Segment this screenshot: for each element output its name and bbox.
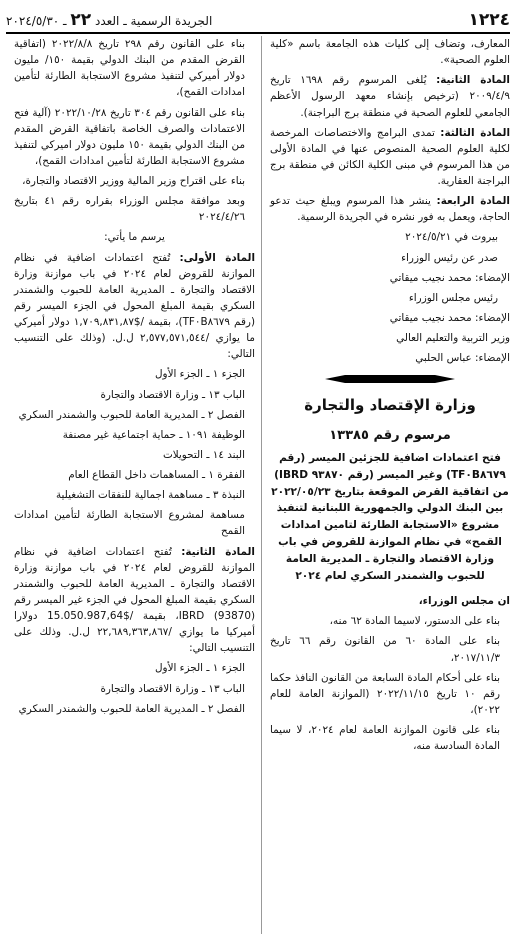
running-title (6, 10, 212, 30)
recital: بناء على اقتراح وزير المالية ووزير الاقتصاد والتجارة، (22, 175, 245, 187)
decree-subject-line: فتح اعتمادات اضافية للجزئين الميسر (رقم TF٠B٨٦٧٩) وغير الميسر (رقم ٩٣٨٧٠ IBRD) من اتفاقية القرض الموقعة بتاريخ ٢٠٢٢/٠٥/٢٣ (271, 451, 509, 498)
list-item: الباب ١٣ ـ وزارة الاقتصاد والتجارة (100, 388, 245, 401)
list-item: النبذة ٣ ـ مساهمة اجمالية للنفقات التشغيلية (55, 489, 245, 502)
article-text: تمدى البرامج والاختصاصات المرخصة لكلية العلوم الصحية المنصوص عنها في المادة الأولى من هذا المرسوم في مبنى الكلية الكائن في منطقة برج البراجنة العقارية. (270, 126, 510, 187)
article-text: ينشر هذا المرسوم ويبلغ حيث تدعو الحاجة، ويعمل به فور نشره في الجريدة الرسمية. (270, 195, 510, 224)
signature-title: وزير التربية والتعليم العالي (396, 332, 510, 344)
decree-subject (270, 450, 510, 586)
section-divider (325, 374, 455, 384)
article-text: تُفتح اعتمادات اضافية في نظام الموازنة للقروض لعام ٢٠٢٤ في باب موازنة وزارة الاقتصاد والتجارة ـ المديرية العامة للحبوب والشمندر السكري بقيمة المبلغ المحول في الجزء الميسر رقم (رقم TF٠B٨٦٧٩)، بقيمة /$١,٧٠٩,٨٣١,٨٧ دولار أميركي ما يوازي /٢,٥٧٧,٥٧١,٥٤٤ ل.ل. (وذلك على التنسيب التالي: (14, 251, 256, 361)
article-2 (14, 544, 255, 657)
beirut-date: بيروت في ٢٠٢٤/٥/٢١ (405, 231, 498, 244)
article-label: المادة الأولى: (179, 251, 256, 264)
right-column (262, 36, 510, 934)
article-text: يُلغى المرسوم رقم ١٦٩٨ تاريخ ٢٠٠٩/٤/٩ (ترخيص بإنشاء معهد الرسول الأعظم الجامعي للعلوم الصحية في منطقة برج البراجنة). (270, 74, 510, 119)
page-number: ١٢٢٤ (468, 10, 510, 30)
divider-arrow-icon (325, 374, 455, 384)
signature-line: الإمضاء: عباس الحلبي (415, 352, 510, 365)
list-item: الفصل ٢ ـ المديرية العامة للحبوب والشمندر السكري (18, 702, 245, 715)
list-item: الفقرة ١ ـ المساهمات داخل القطاع العام (68, 469, 245, 481)
decree-number: مرسوم رقم ١٣٣٨٥ (329, 427, 451, 443)
left-column (14, 36, 262, 934)
list-item: الفصل ٢ ـ المديرية العامة للحبوب والشمندر السكري (18, 408, 245, 421)
page-columns (6, 36, 510, 934)
signature-issued: صدر عن رئيس الوزراء (401, 251, 498, 264)
decrees-heading: يرسم ما يأتي: (104, 231, 165, 244)
article-3 (270, 125, 510, 190)
article-1 (14, 250, 255, 363)
article-label: المادة الثانية: (436, 74, 510, 87)
decree-subject-line: بين البنك الدولي والجمهورية اللبنانية لتنفيذ مشروع «الاستجابة الطارئة لتامين امدادات القمح» في نظام الموازنة للقروض في باب وزارة الاقتصاد والتجارة ـ المديرية العامة للحبوب والشمندر السكري لعام ٢٠٢٤ (276, 502, 504, 583)
issue-date: ـ ٢٠٢٤/٥/٣٠ (6, 14, 67, 28)
signature-line: الإمضاء: محمد نجيب ميقاتي (389, 311, 510, 324)
article-text: تُفتح اعتمادات اضافية في نظام الموازنة للقروض لعام ٢٠٢٤ في باب موازنة وزارة الاقتصاد والتجارة ـ المديرية العامة للحبوب والشمندر السكري بقيمة المبلغ المحول في الجزء غير الميسر رقم (IBRD (93870، بقيمة /$15.050.987,64 دولارا أميركيا ما يوازي /٢٢,٦٨٩,٣٦٣,٨٦٧ ل.ل. وذلك على التنسيب التالي: (14, 545, 256, 655)
gazette-name: الجريدة الرسمية ـ العدد (94, 14, 213, 28)
list-item: البند ١٤ ـ التحويلات (162, 448, 245, 461)
list-item: مساهمة لمشروع الاستجابة الطارئة لتأمين امدادات القمح (14, 509, 245, 538)
signature-title: رئيس مجلس الوزراء (408, 291, 498, 304)
paragraph: المعارف، وتضاف إلى كليات هذه الجامعة باسم «كلية العلوم الصحية». (270, 38, 510, 67)
recital: وبعد موافقة مجلس الوزراء بقراره رقم ٤١ بتاريخ ٢٠٢٤/٤/٢٦ (14, 195, 245, 224)
article-label: المادة الثالثة: (440, 126, 511, 139)
recital: بناء على القانون رقم ٣٠٤ تاريخ ٢٠٢٢/١٠/٢٨ (آلية فتح الاعتمادات والصرف الخاصة باتفاقية القرض المقدم من البنك الدولي بقيمة ١٥٠ مليون دولار اميركي لتنفيذ مشروع الاستجابة الطارئة لتأمين امدادات القمح)، (14, 106, 246, 167)
article-2 (270, 72, 510, 120)
article-4 (270, 193, 510, 225)
article-label: المادة الرابعة: (436, 195, 510, 208)
recital: بناء على المادة ٦٠ من القانون رقم ٦٦ تاريخ ٢٠١٧/١١/٣، (270, 635, 500, 664)
article-label: المادة الثانية: (181, 545, 255, 558)
council-heading: ان مجلس الوزراء، (418, 595, 510, 608)
recital: بناء على أحكام المادة السابعة من القانون النافذ حكما رقم ١٠ تاريخ ٢٠٢٢/١١/١٥ (الموازنة العامة للعام ٢٠٢٢)، (270, 671, 501, 716)
page-header (6, 4, 510, 34)
issue-number: ٢٢ (70, 10, 92, 30)
list-item: الجزء ١ ـ الجزء الأول (155, 662, 245, 675)
list-item: الباب ١٣ ـ وزارة الاقتصاد والتجارة (100, 682, 245, 695)
ministry-title: وزارة الإقتصاد والتجارة (304, 396, 476, 415)
signature-line: الإمضاء: محمد نجيب ميقاتي (389, 271, 510, 284)
list-item: الوظيفة ١٠٩١ ـ حماية اجتماعية غير مصنفة (62, 428, 245, 441)
recital: بناء على الدستور، لاسيما المادة ٦٢ منه، (329, 615, 500, 628)
recital: بناء على قانون الموازنة العامة لعام ٢٠٢٤، لا سيما المادة السادسة منه، (270, 724, 500, 753)
list-item: الجزء ١ ـ الجزء الأول (155, 368, 245, 381)
recital: بناء على القانون رقم ٢٩٨ تاريخ ٢٠٢٢/٨/٨ (اتفاقية القرض المقدم من البنك الدولي بقيمة ١٥٠/ مليون دولار أميركي لتنفيذ مشروع الاستجابة الطارئة لتأمين امدادات القمح)، (14, 38, 245, 99)
